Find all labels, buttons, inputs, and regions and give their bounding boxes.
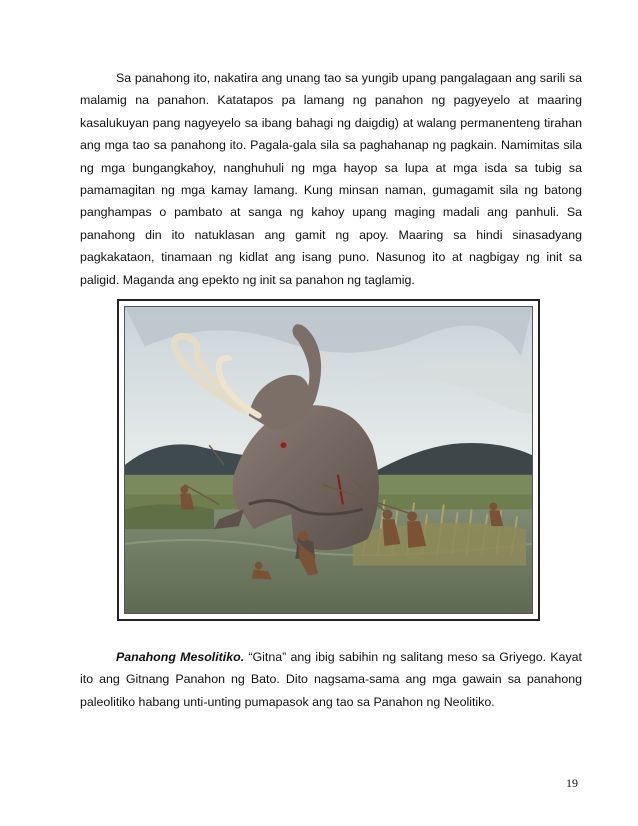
section-term: Panahong Mesolitiko. — [116, 650, 245, 664]
body-paragraph-paleolithic — [80, 67, 582, 291]
paragraph-text: Sa panahong ito, nakatira ang unang tao sa yungib upang pangalagaan ang sarili sa malamig na panahon. Katatapos pa lamang ng panahon ng pagyeyelo at maaring kasalukuyan pang nagyeyelo sa ibang bahagi ng daigdig) at walang permanenteng tirahan ang mga tao sa panahong ito. Pagala-gala sila sa paghahanap ng pagkain. Namimitas sila ng mga bungangkahoy, nanghuhuli ng mga hayop sa lupa at mga isda sa tubig sa pamamagitan ng mga kamay lamang. Kung minsan naman, gumagamit sila ng batong panghampas o pambato at sanga ng kahoy upang maging madali ang panhuli. Sa panahong din ito natuklasan ang gamit ng apoy. Maaring sa hindi sinasadyang pagkakataon, tinamaan ng kidlat ang isang puno. Nasunog ito at nagbigay ng init sa paligid. Maganda ang epekto ng init sa panahon ng taglamig. — [80, 71, 582, 287]
mammoth-illustration — [125, 307, 532, 613]
paragraph-text: “Gitna” ang ibig sabihin ng salitang meso sa Griyego. Kayat ito ang Gitnang Panahon ng Bato. Dito nagsama-sama ang mga gawain sa panahong paleolitiko habang unti-unting pumapasok ang tao sa Panahon ng Neolitiko. — [80, 650, 582, 709]
page-number: 19 — [566, 776, 578, 790]
body-paragraph-mesolithic — [80, 646, 582, 713]
figure-frame — [117, 299, 540, 621]
mammoth-hunt-image — [124, 306, 533, 614]
